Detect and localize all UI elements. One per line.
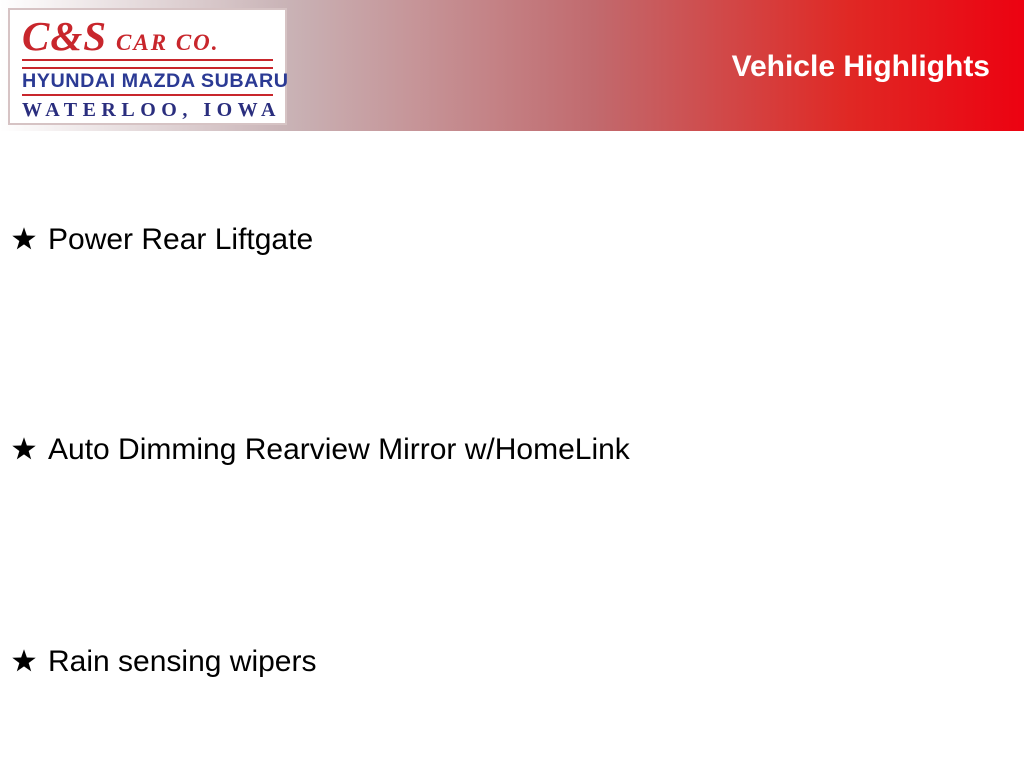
logo-brands: HYUNDAI MAZDA SUBARU: [22, 71, 289, 92]
logo-divider-double: [22, 59, 273, 69]
star-icon: [12, 227, 36, 250]
logo-divider: [22, 94, 273, 96]
highlight-item: [0, 222, 313, 258]
star-icon: [12, 437, 36, 460]
logo-company-initials: C&S: [22, 13, 108, 59]
highlight-label: Rain sensing wipers: [48, 645, 317, 678]
highlight-label: Power Rear Liftgate: [48, 223, 314, 256]
page-title: Vehicle Highlights: [731, 50, 990, 83]
star-icon: [12, 649, 36, 672]
highlight-label: Auto Dimming Rearview Mirror w/HomeLink: [48, 433, 630, 466]
highlight-item: [0, 644, 316, 680]
header-band: [0, 0, 1024, 131]
highlight-item: [0, 432, 630, 468]
logo-company-suffix: CAR CO.: [116, 30, 220, 55]
logo-city: WATERLOO, IOWA: [22, 99, 281, 121]
logo-company-line: [22, 14, 273, 58]
dealer-logo: [8, 8, 287, 125]
